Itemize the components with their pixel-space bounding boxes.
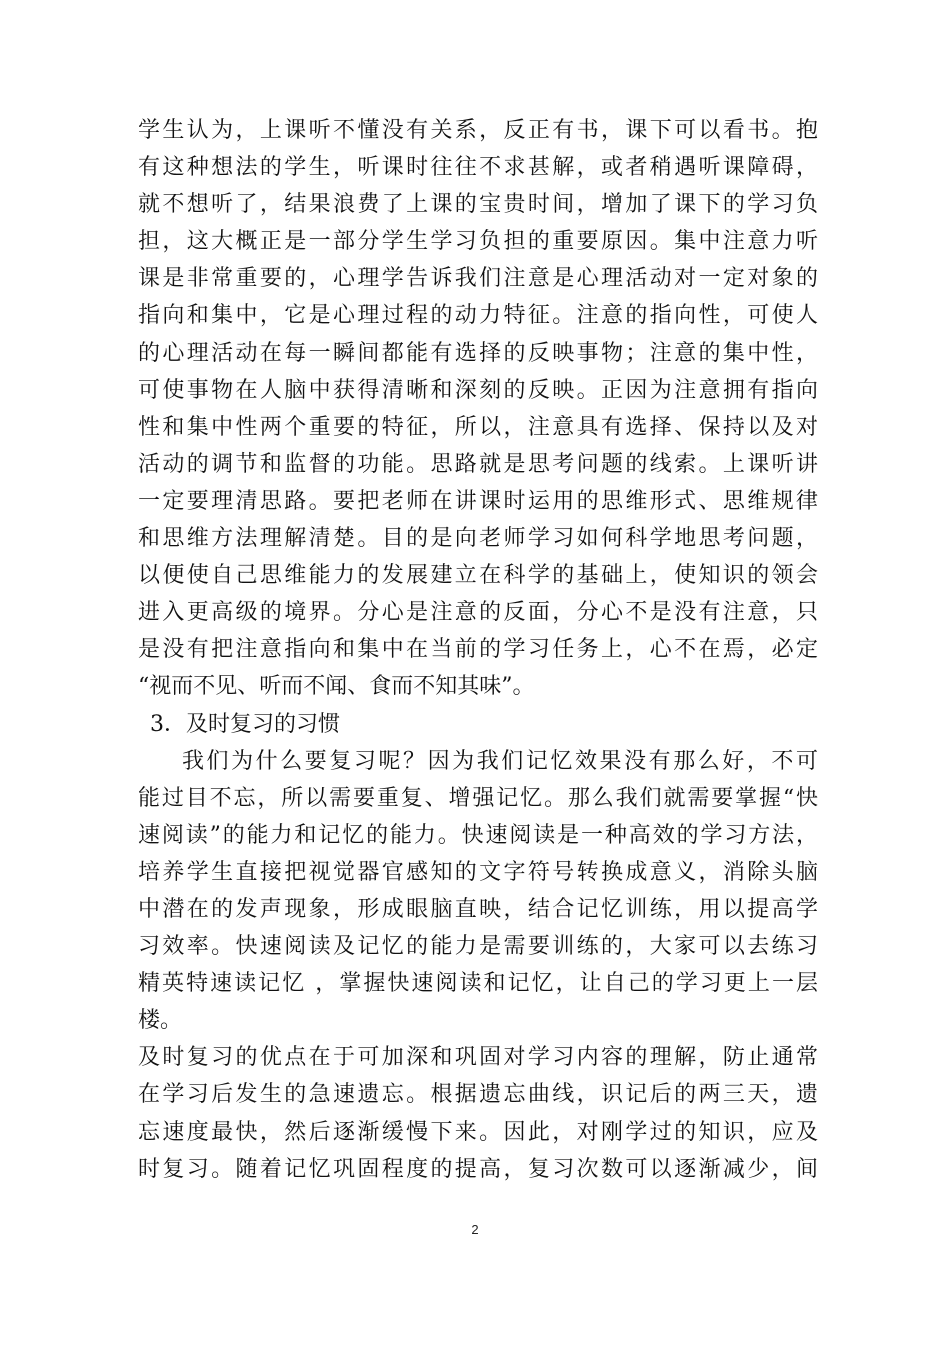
section-heading: 3．及时复习的习惯 [150,711,340,737]
text-line: 就不想听了，结果浪费了上课的宝贵时间，增加了课下的学习负 [138,192,818,218]
text-line: 的心理活动在每一瞬间都能有选择的反映事物；注意的集中性， [138,340,818,366]
text-line: 以便使自己思维能力的发展建立在科学的基础上，使知识的领会 [138,563,818,589]
text-line: 有这种想法的学生，听课时往往不求甚解，或者稍遇听课障碍， [138,155,818,181]
text-line: 一定要理清思路。要把老师在讲课时运用的思维形式、思维规律 [138,488,818,514]
text-line: 担，这大概正是一部分学生学习负担的重要原因。集中注意力听 [138,229,818,255]
paragraph-attention [138,112,818,706]
paragraph-review-reason [138,743,818,1040]
text-line: 活动的调节和监督的功能。思路就是思考问题的线索。上课听讲 [138,451,818,477]
text-line: 课是非常重要的，心理学告诉我们注意是心理活动对一定对象的 [138,266,818,292]
text-line: 中潜在的发声现象，形成眼脑直映，结合记忆训练，用以提高学 [138,896,818,922]
text-line: 和思维方法理解清楚。目的是向老师学习如何科学地思考问题， [138,526,818,552]
text-line: 培养学生直接把视觉器官感知的文字符号转换成意义，消除头脑 [138,859,818,885]
text-line: 指向和集中，它是心理过程的动力特征。注意的指向性，可使人 [138,303,818,329]
text-line: 精英特速读记忆 ，掌握快速阅读和记忆，让自己的学习更上一层 [138,971,818,997]
text-line: “视而不见、听而不闻、食而不知其味”。 [138,674,535,700]
text-line: 是没有把注意指向和集中在当前的学习任务上，心不在焉，必定 [138,637,818,663]
text-line: 可使事物在人脑中获得清晰和深刻的反映。正因为注意拥有指向 [138,377,818,403]
text-line: 楼。 [138,1008,183,1034]
text-line: 及时复习的优点在于可加深和巩固对学习内容的理解，防止通常 [138,1045,818,1071]
text-line: 学生认为，上课听不懂没有关系，反正有书，课下可以看书。抱 [138,118,818,143]
text-line: 性和集中性两个重要的特征，所以，注意具有选择、保持以及对 [138,414,818,440]
text-line: 时复习。随着记忆巩固程度的提高，复习次数可以逐渐减少，间 [138,1156,818,1182]
text-line: 习效率。快速阅读及记忆的能力是需要训练的，大家可以去练习 [138,934,818,960]
page-number: 2 [471,1222,479,1237]
text-line: 我们为什么要复习呢？因为我们记忆效果没有那么好，不可 [182,748,818,774]
page-body [138,112,818,1188]
text-line: 能过目不忘，所以需要重复、增强记忆。那么我们就需要掌握“快 [138,785,818,811]
paragraph-review-benefits [138,1039,818,1187]
text-line: 在学习后发生的急速遗忘。根据遗忘曲线，识记后的两三天，遗 [138,1082,818,1108]
text-line: 忘速度最快，然后逐渐缓慢下来。因此，对刚学过的知识，应及 [138,1119,818,1145]
text-line: 进入更高级的境界。分心是注意的反面，分心不是没有注意，只 [138,600,818,626]
text-line: 速阅读”的能力和记忆的能力。快速阅读是一种高效的学习方法， [138,822,818,848]
